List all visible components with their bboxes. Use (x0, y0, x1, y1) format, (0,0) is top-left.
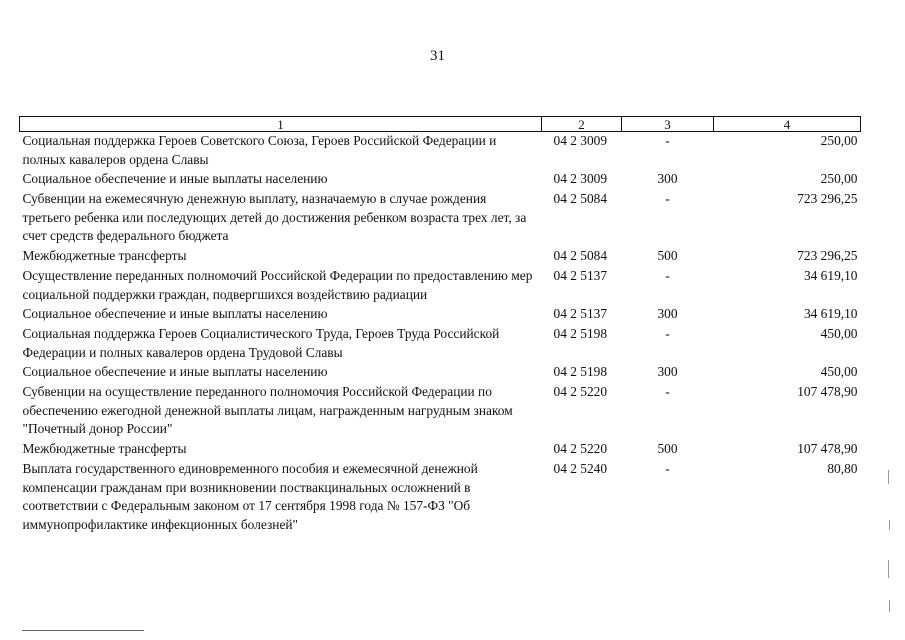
budget-table (19, 116, 861, 536)
row-type: - (665, 191, 670, 207)
row-name: Субвенции на осуществление переданного полномочия Российской Федерации по обеспечению ежегодной денежной выплаты лицам, награжденным нагрудным знаком "Почетный донор России" (22, 384, 513, 437)
row-amount: 80,80 (827, 460, 858, 476)
row-amount: 250,00 (820, 171, 858, 187)
row-amount: 723 296,25 (797, 191, 858, 207)
row-name: Социальная поддержка Героев Советского Союза, Героев Российской Федерации и полных кавалеров ордена Славы (22, 133, 497, 167)
header-col-3: 3 (622, 117, 714, 132)
row-code: 04 2 5198 (553, 326, 608, 342)
row-amount: 450,00 (820, 364, 858, 380)
header-col-2: 2 (542, 117, 622, 132)
row-code: 04 2 5084 (553, 248, 608, 264)
scan-artifact (889, 520, 890, 530)
row-amount: 34 619,10 (803, 306, 858, 322)
table-header (20, 117, 861, 132)
row-amount: 450,00 (820, 326, 858, 342)
row-amount: 34 619,10 (803, 267, 858, 283)
table-row (20, 460, 861, 536)
row-type: - (665, 133, 670, 148)
row-name: Выплата государственного единовременного пособия и ежемесячной денежной компенсации гражданам при возникновении поствакцинальных осложнений в соответствии с Федеральным законом от 17 сентября 1998 года № 157-ФЗ "Об иммунопрофилактике инфекционных болезней" (22, 460, 478, 532)
row-code: 04 2 5084 (553, 191, 608, 207)
scan-artifact (888, 470, 889, 484)
header-col-4: 4 (714, 117, 861, 132)
row-amount: 107 478,90 (797, 384, 858, 400)
row-code: 04 2 5198 (553, 364, 608, 380)
row-type: - (665, 384, 670, 400)
row-type: - (665, 460, 670, 476)
table-body (20, 132, 861, 536)
row-code: 04 2 5137 (553, 306, 608, 322)
table-row (20, 440, 861, 460)
row-code: 04 2 5137 (553, 267, 608, 283)
row-code: 04 2 3009 (553, 171, 608, 187)
row-code: 04 2 5240 (553, 460, 608, 476)
table-row (20, 383, 861, 440)
row-type: 500 (657, 248, 678, 264)
page-number: 31 (430, 48, 445, 64)
table-row (20, 247, 861, 267)
table-row (20, 363, 861, 383)
row-name: Осуществление переданных полномочий Российской Федерации по предоставлению мер социальной поддержки граждан, подвергшихся воздействию радиации (22, 267, 533, 302)
row-amount: 250,00 (820, 133, 858, 148)
row-code: 04 2 3009 (553, 133, 608, 148)
table-row (20, 190, 861, 247)
row-code: 04 2 5220 (553, 441, 608, 457)
row-amount: 107 478,90 (797, 441, 858, 457)
scan-artifact (889, 600, 890, 612)
table-row (20, 267, 861, 305)
row-name: Социальное обеспечение и иные выплаты населению (22, 364, 328, 380)
row-name: Социальное обеспечение и иные выплаты населению (22, 306, 328, 322)
row-type: - (665, 267, 670, 283)
table-row (20, 305, 861, 325)
row-type: - (665, 326, 670, 342)
table-row (20, 132, 861, 171)
footnote-rule (22, 630, 144, 631)
table-row (20, 325, 861, 363)
header-row (20, 117, 861, 132)
table-row (20, 170, 861, 190)
row-name: Межбюджетные трансферты (22, 441, 187, 457)
row-type: 300 (657, 171, 678, 187)
row-amount: 723 296,25 (797, 248, 858, 264)
row-name: Межбюджетные трансферты (22, 248, 187, 264)
row-type: 500 (657, 441, 678, 457)
scan-artifact (888, 560, 889, 578)
row-type: 300 (657, 364, 678, 380)
row-type: 300 (657, 306, 678, 322)
row-name: Субвенции на ежемесячную денежную выплату, назначаемую в случае рождения третьего ребенка или последующих детей до достижения ребенком возраста трех лет, за счет средств федерального бюджета (22, 191, 527, 244)
row-name: Социальная поддержка Героев Социалистического Труда, Героев Труда Российской Федерации и полных кавалеров ордена Трудовой Славы (22, 326, 500, 360)
row-name: Социальное обеспечение и иные выплаты населению (22, 171, 328, 187)
header-col-1: 1 (20, 117, 542, 132)
row-code: 04 2 5220 (553, 384, 608, 400)
